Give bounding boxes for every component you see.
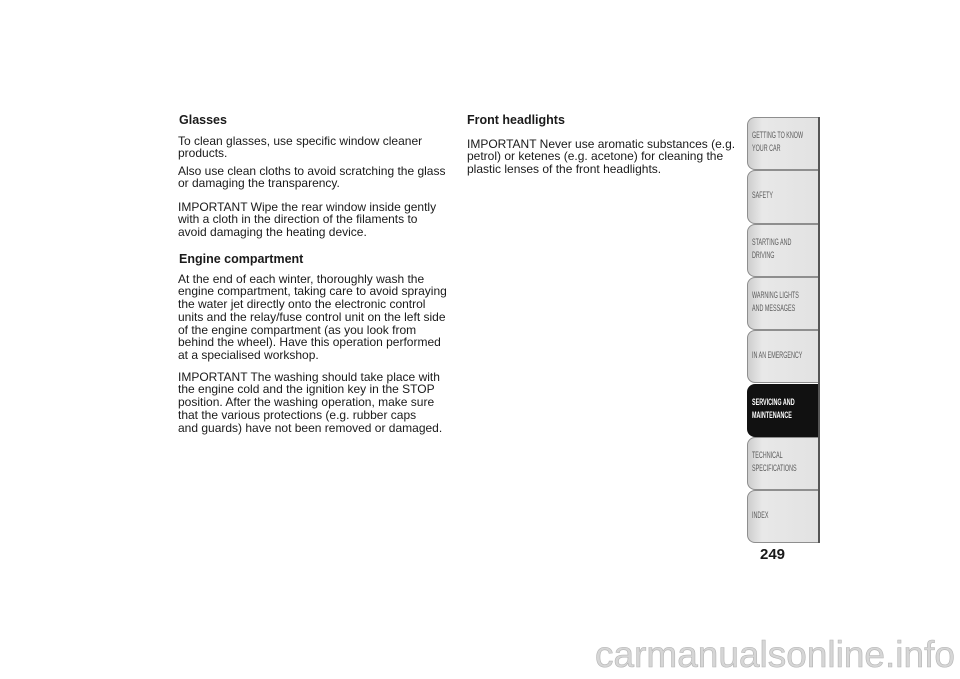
- chapter-tab-label: GETTING TO KNOW: [752, 130, 804, 141]
- text-line: IMPORTANT Never use aromatic substances (e.g.: [467, 136, 736, 151]
- text-line: petrol) or ketenes (e.g. acetone) for cleaning the: [467, 149, 724, 164]
- important-note: [178, 201, 436, 239]
- chapter-tab-label: WARNING LIGHTS: [752, 290, 799, 301]
- chapter-tab-label: SPECIFICATIONS: [752, 462, 797, 473]
- important-note: [178, 371, 442, 435]
- chapter-tab-label: IN AN EMERGENCY: [752, 349, 803, 360]
- text-line: plastic lenses of the front headlights.: [467, 162, 662, 177]
- chapter-tabs: [747, 117, 819, 544]
- text-line: At the end of each winter, thoroughly wash the: [178, 271, 425, 286]
- text-line: position. After the washing operation, make sure: [178, 395, 435, 410]
- chapter-tab-label: MAINTENANCE: [752, 409, 792, 420]
- paragraph: [178, 273, 447, 363]
- chapter-tab-label: TECHNICAL: [752, 449, 783, 460]
- chapter-tab-index[interactable]: [747, 490, 818, 543]
- text-line: To clean glasses, use specific window cleaner: [178, 133, 423, 148]
- section-heading-glasses: Glasses: [179, 112, 227, 127]
- text-line: Also use clean cloths to avoid scratching the glass: [178, 163, 446, 178]
- text-line: or damaging the transparency.: [178, 176, 340, 191]
- chapter-tab-getting-to-know-your-car[interactable]: [747, 117, 818, 170]
- chapter-tab-warning-lights-and-messages[interactable]: [747, 277, 818, 330]
- paragraph: [178, 165, 445, 191]
- text-line: at a specialised workshop.: [178, 348, 319, 363]
- text-line: IMPORTANT The washing should take place with: [178, 369, 440, 384]
- page-number: 249: [760, 546, 786, 563]
- text-line: with a cloth in the direction of the filaments to: [178, 212, 418, 227]
- chapter-tab-label: SAFETY: [752, 189, 774, 200]
- chapter-tab-starting-and-driving[interactable]: [747, 224, 818, 277]
- text-line: products.: [178, 146, 228, 161]
- chapter-tab-label: STARTING AND: [752, 236, 792, 247]
- text-line: engine compartment, taking care to avoid spraying: [178, 284, 447, 299]
- chapter-tab-in-an-emergency[interactable]: [747, 330, 818, 383]
- text-line: of the engine compartment (as you look from: [178, 322, 417, 337]
- text-line: IMPORTANT Wipe the rear window inside gently: [178, 199, 437, 214]
- text-line: units and the relay/fuse control unit on the left side: [178, 309, 446, 324]
- chapter-tab-label: INDEX: [752, 509, 769, 520]
- section-heading-engine-compartment: Engine compartment: [179, 251, 304, 266]
- text-line: the engine cold and the ignition key in the STOP: [178, 382, 435, 397]
- chapter-tab-technical-specifications[interactable]: [747, 437, 818, 490]
- important-note: [467, 138, 735, 176]
- text-line: and guards) have not been removed or damaged.: [178, 420, 443, 435]
- chapter-tab-servicing-and-maintenance[interactable]: [747, 384, 818, 437]
- text-line: the water jet directly onto the electronic control: [178, 297, 426, 312]
- section-heading-front-headlights: Front headlights: [467, 112, 565, 127]
- watermark: carmanualsonline.info: [595, 634, 955, 675]
- chapter-tab-label: DRIVING: [752, 249, 775, 260]
- text-line: behind the wheel). Have this operation performed: [178, 335, 441, 350]
- paragraph: [178, 135, 422, 161]
- text-line: avoid damaging the heating device.: [178, 225, 367, 240]
- text-line: that the various protections (e.g. rubber caps: [178, 407, 417, 422]
- chapter-tab-label: YOUR CAR: [752, 143, 781, 154]
- chapter-tab-label: AND MESSAGES: [752, 303, 796, 314]
- chapter-tab-safety[interactable]: [747, 170, 818, 223]
- tab-rail-divider: [818, 117, 820, 543]
- chapter-tab-label: SERVICING AND: [752, 396, 795, 407]
